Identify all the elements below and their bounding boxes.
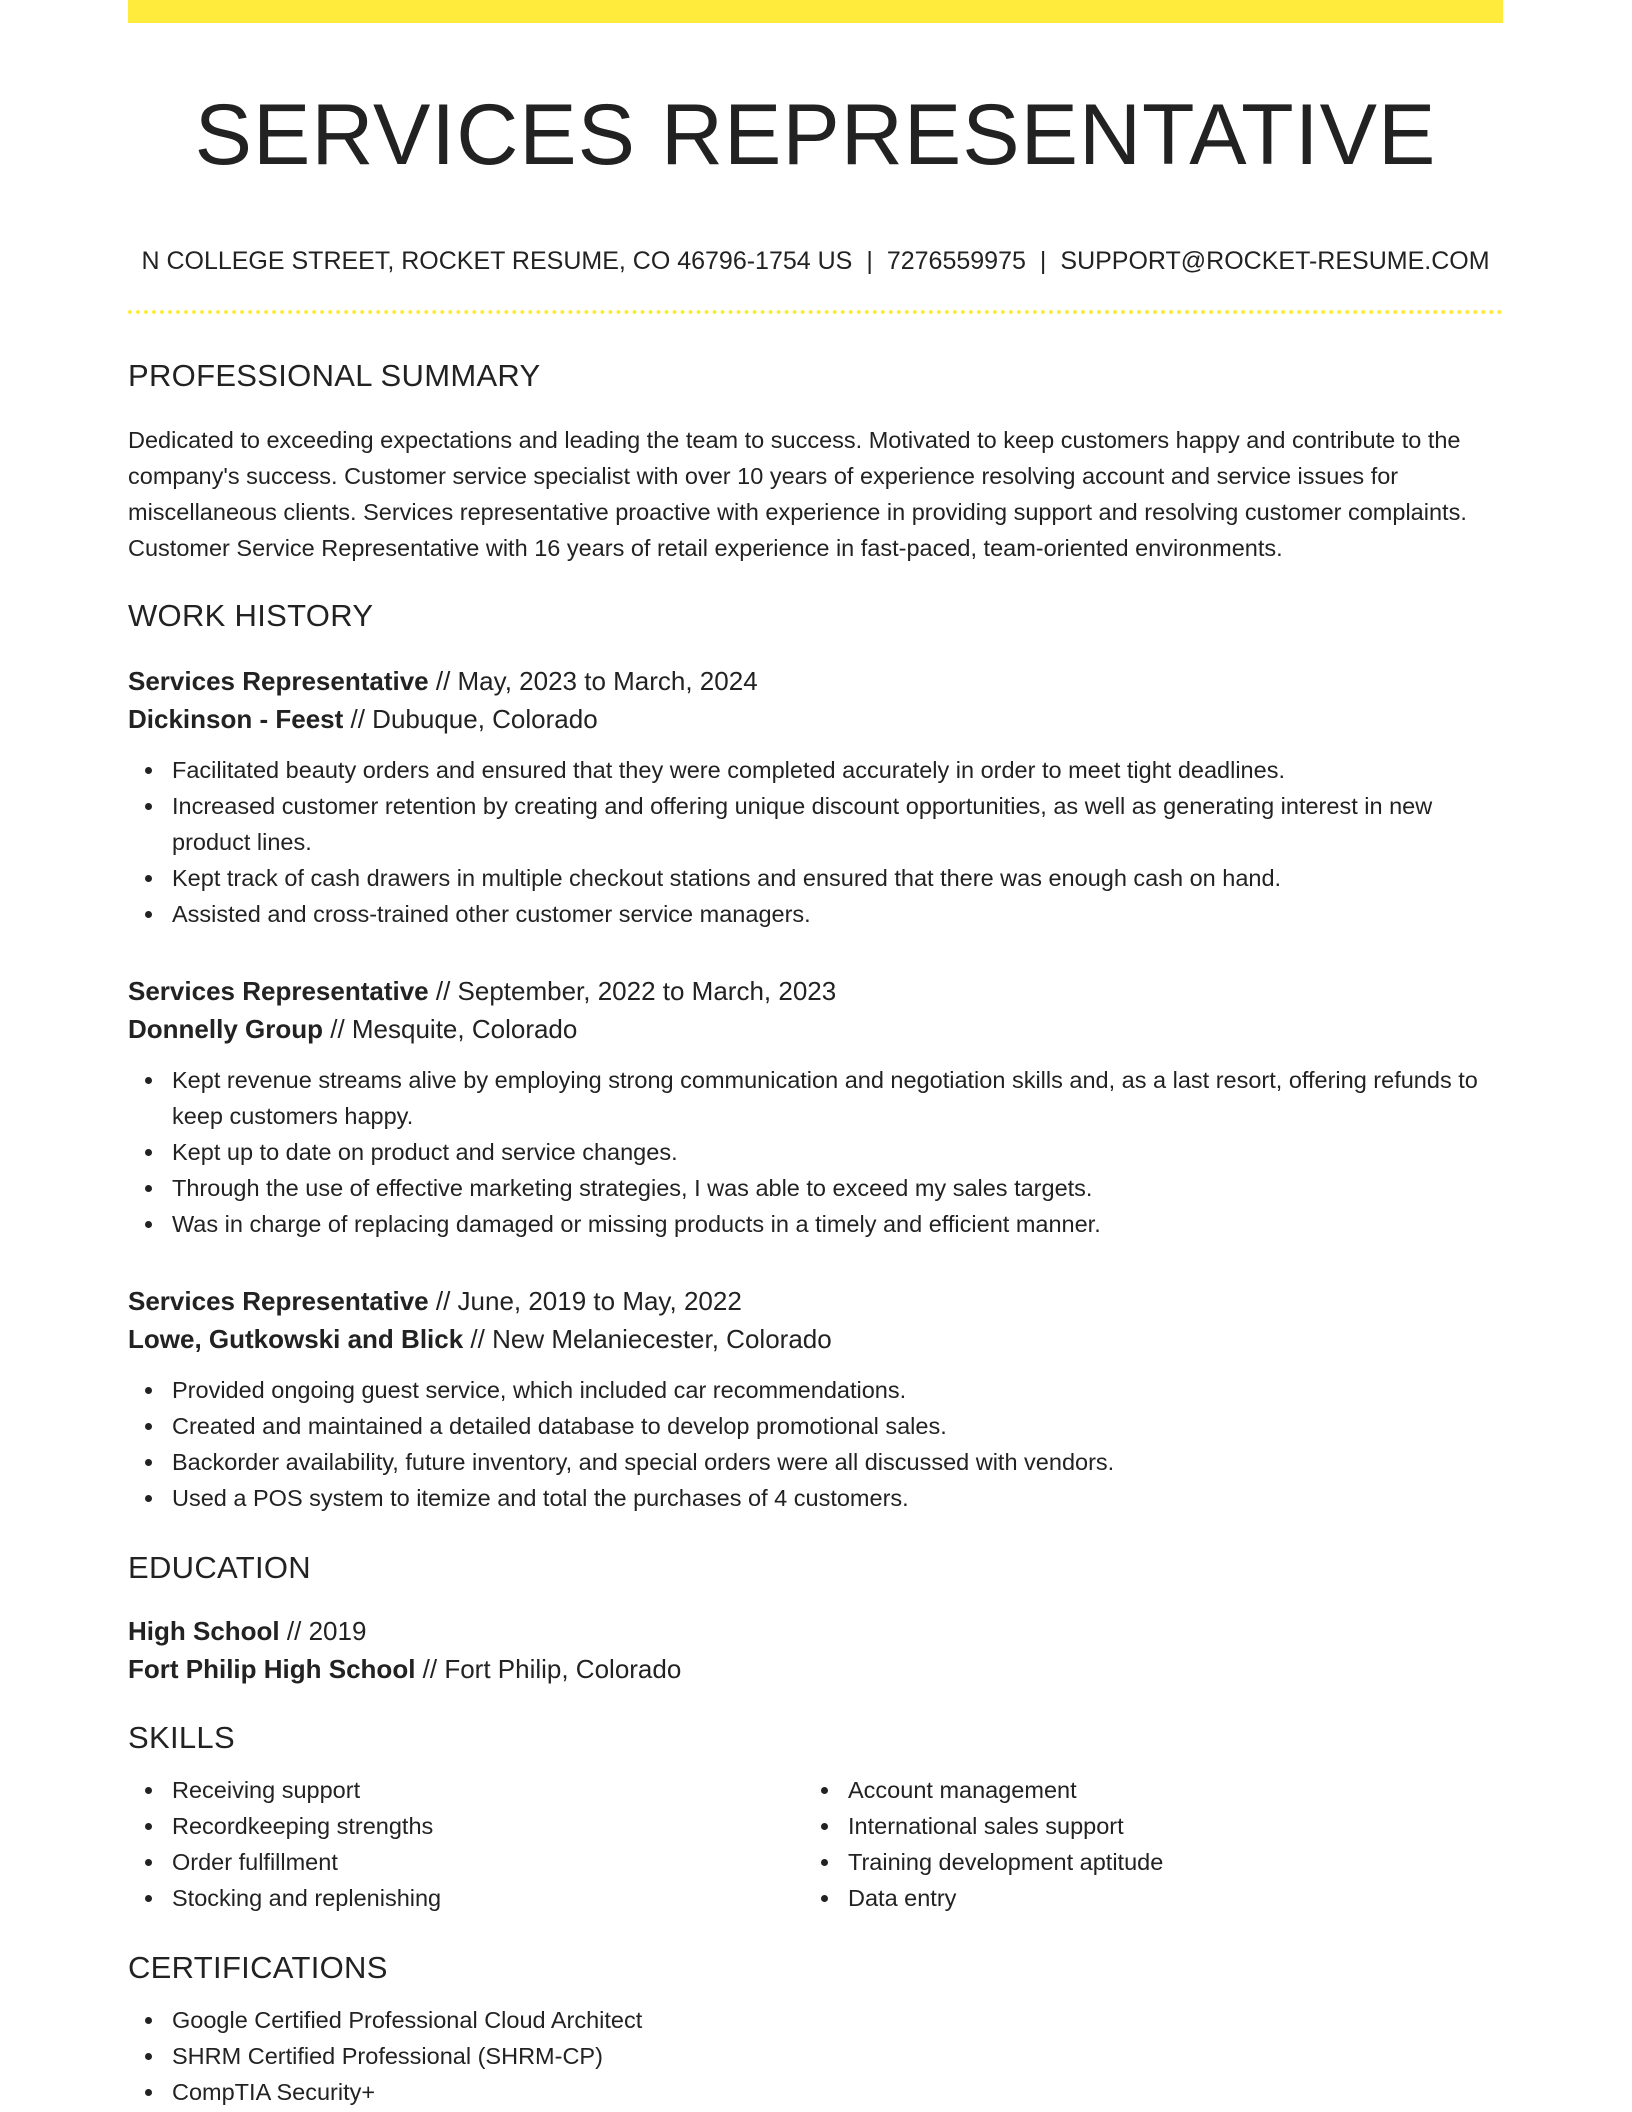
job-location: // Mesquite, Colorado: [323, 1014, 578, 1044]
list-item: Created and maintained a detailed database to develop promotional sales.: [128, 1408, 1503, 1444]
job-dates: // September, 2022 to March, 2023: [428, 976, 837, 1006]
contact-address: N COLLEGE STREET, ROCKET RESUME, CO 46796-1754 US: [141, 247, 853, 275]
list-item: Stocking and replenishing: [128, 1880, 804, 1916]
resume-page: [128, 0, 1503, 2110]
job-dates: // June, 2019 to May, 2022: [428, 1286, 742, 1316]
education-school: Fort Philip High School: [128, 1654, 416, 1684]
list-item: Google Certified Professional Cloud Architect: [128, 2002, 1503, 2038]
contact-line: [128, 245, 1503, 277]
accent-top-bar: [128, 0, 1503, 23]
list-item: International sales support: [804, 1808, 1480, 1844]
list-item: Order fulfillment: [128, 1844, 804, 1880]
list-item: Provided ongoing guest service, which included car recommendations.: [128, 1372, 1503, 1408]
list-item: Training development aptitude: [804, 1844, 1480, 1880]
job-entry: [128, 972, 1503, 1242]
skills-grid: [128, 1772, 1503, 1916]
dotted-divider: [128, 310, 1503, 314]
job-company: Lowe, Gutkowski and Blick: [128, 1324, 464, 1354]
job-company-line: [128, 700, 1503, 738]
contact-phone: 7276559975: [886, 247, 1026, 275]
list-item: SHRM Certified Professional (SHRM-CP): [128, 2038, 1503, 2074]
skills-column-left: [128, 1772, 804, 1916]
certifications-heading: CERTIFICATIONS: [128, 1950, 388, 1985]
skills-list: [804, 1772, 1480, 1916]
list-item: Receiving support: [128, 1772, 804, 1808]
education-school-line: [128, 1650, 1503, 1688]
summary-text: Dedicated to exceeding expectations and leading the team to success. Motivated to keep customers happy and contribute to the company's success. Customer service specialist with over 10 years of experience resolving account and service issues for miscellaneous clients. Services representative proactive with experience in providing support and resolving customer complaints. Customer Service Representative with 16 years of retail experience in fast-paced, team-oriented environments.: [128, 427, 1467, 561]
job-company-line: [128, 1320, 1503, 1358]
certifications-list: [128, 2002, 1503, 2110]
job-title-line: [128, 1282, 1503, 1320]
job-location: // Dubuque, Colorado: [343, 704, 598, 734]
list-item: Used a POS system to itemize and total the purchases of 4 customers.: [128, 1480, 1503, 1516]
list-item: CompTIA Security+: [128, 2074, 1503, 2110]
job-company: Donnelly Group: [128, 1014, 323, 1044]
list-item: Account management: [804, 1772, 1480, 1808]
list-item: Recordkeeping strengths: [128, 1808, 804, 1844]
education-location: // Fort Philip, Colorado: [415, 1654, 682, 1684]
list-item: Kept up to date on product and service changes.: [128, 1134, 1503, 1170]
list-item: Assisted and cross-trained other customer service managers.: [128, 896, 1503, 932]
job-bullets: [128, 1372, 1503, 1516]
education-year: // 2019: [279, 1616, 367, 1646]
job-title-line: [128, 662, 1503, 700]
education-heading: EDUCATION: [128, 1550, 311, 1585]
list-item: Backorder availability, future inventory, and special orders were all discussed with vendors.: [128, 1444, 1503, 1480]
list-item: Through the use of effective marketing strategies, I was able to exceed my sales targets.: [128, 1170, 1503, 1206]
resume-name: SERVICES REPRESENTATIVE: [194, 87, 1437, 183]
summary-heading: PROFESSIONAL SUMMARY: [128, 358, 541, 393]
job-bullets: [128, 1062, 1503, 1242]
job-dates: // May, 2023 to March, 2024: [428, 666, 758, 696]
job-role: Services Representative: [128, 976, 429, 1006]
list-item: Was in charge of replacing damaged or missing products in a timely and efficient manner.: [128, 1206, 1503, 1242]
skills-heading: SKILLS: [128, 1720, 235, 1755]
job-title-line: [128, 972, 1503, 1010]
education-entry: [128, 1612, 1503, 1688]
job-role: Services Representative: [128, 1286, 429, 1316]
contact-email: SUPPORT@ROCKET-RESUME.COM: [1060, 247, 1490, 275]
contact-separator: |: [866, 247, 873, 275]
work-history-heading: WORK HISTORY: [128, 598, 374, 633]
list-item: Kept revenue streams alive by employing strong communication and negotiation skills and, as a last resort, offering refunds to keep customers happy.: [128, 1062, 1503, 1134]
job-company-line: [128, 1010, 1503, 1048]
contact-separator: |: [1039, 247, 1047, 275]
skills-column-right: [804, 1772, 1480, 1916]
education-degree-line: [128, 1612, 1503, 1650]
list-item: Data entry: [804, 1880, 1480, 1916]
list-item: Increased customer retention by creating and offering unique discount opportunities, as well as generating interest in new product lines.: [128, 788, 1503, 860]
education-degree: High School: [128, 1616, 280, 1646]
list-item: Kept track of cash drawers in multiple checkout stations and ensured that there was enough cash on hand.: [128, 860, 1503, 896]
job-bullets: [128, 752, 1503, 932]
job-company: Dickinson - Feest: [128, 704, 344, 734]
job-entry: [128, 662, 1503, 932]
job-entry: [128, 1282, 1503, 1516]
skills-list: [128, 1772, 804, 1916]
list-item: Facilitated beauty orders and ensured that they were completed accurately in order to meet tight deadlines.: [128, 752, 1503, 788]
job-role: Services Representative: [128, 666, 429, 696]
job-location: // New Melaniecester, Colorado: [463, 1324, 832, 1354]
